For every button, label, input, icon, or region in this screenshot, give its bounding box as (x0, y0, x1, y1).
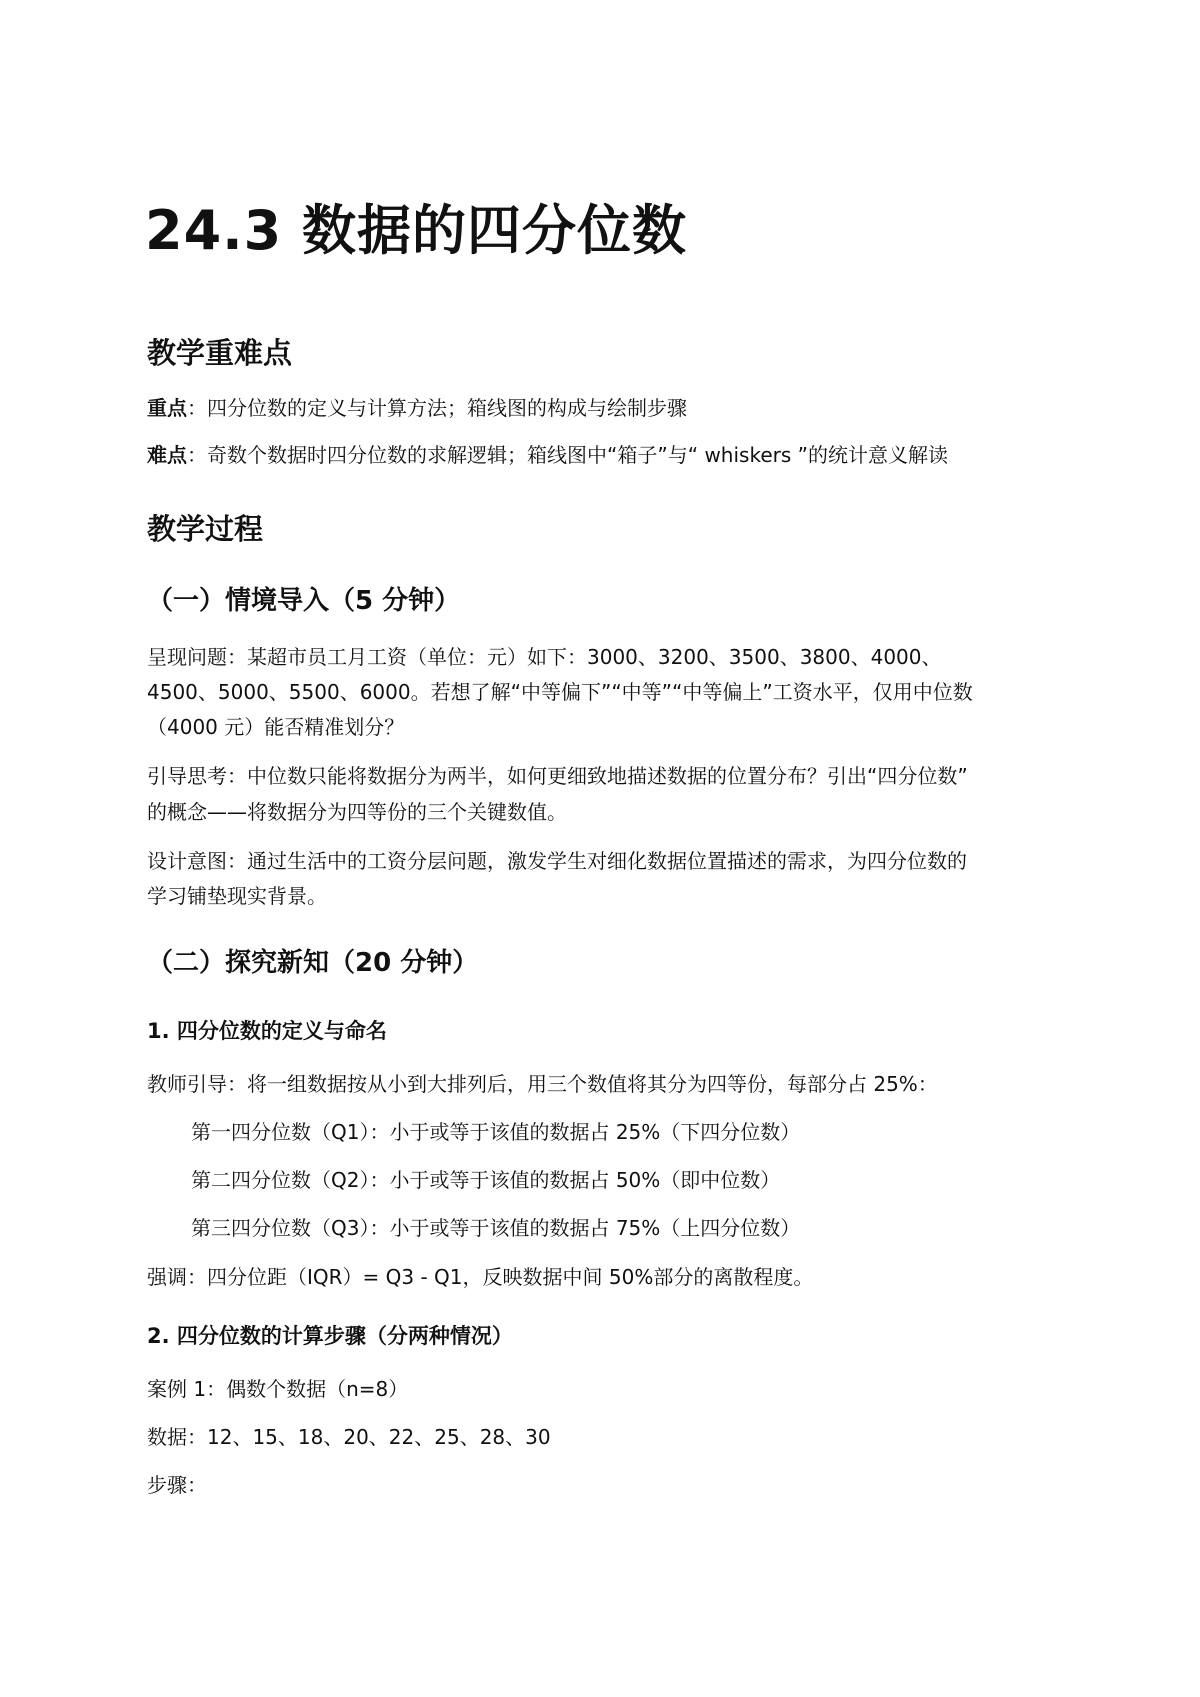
paragraph-line: （4000 元）能否精准划分？ (147, 715, 405, 739)
section-heading-process: 教学过程 (147, 512, 264, 546)
paragraph-line: 案例 1：偶数个数据（n=8） (147, 1377, 409, 1401)
paragraph-line: 引导思考：中位数只能将数据分为两半，如何更细致地描述数据的位置分布？引出“四分位数” (147, 764, 968, 788)
paragraph-line: 4500、5000、5500、6000。若想了解“中等偏下”“中等”“中等偏上”工资水平，仅用中位数 (147, 680, 973, 704)
sub-subsection-heading-calculation: 2. 四分位数的计算步骤（分两种情况） (147, 1324, 513, 1348)
paragraph-line: 教师引导：将一组数据按从小到大排列后，用三个数值将其分为四等份，每部分占 25%： (147, 1072, 938, 1096)
paragraph-line: 设计意图：通过生活中的工资分层问题，激发学生对细化数据位置描述的需求，为四分位数的 (147, 849, 967, 873)
paragraph-line: 的概念——将数据分为四等份的三个关键数值。 (147, 800, 567, 824)
sub-subsection-heading-definition: 1. 四分位数的定义与命名 (147, 1019, 387, 1043)
difficulty-line (147, 440, 948, 470)
list-item: 第三四分位数（Q3）：小于或等于该值的数据占 75%（上四分位数） (191, 1216, 801, 1240)
difficulty-label: 难点 (147, 443, 187, 467)
difficulty-text: ：奇数个数据时四分位数的求解逻辑；箱线图中“箱子”与“ whiskers ”的统计意义解读 (187, 443, 948, 467)
list-item: 第一四分位数（Q1）：小于或等于该值的数据占 25%（下四分位数） (191, 1120, 801, 1144)
focus-line (147, 393, 687, 423)
paragraph-line: 学习铺垫现实背景。 (147, 884, 327, 908)
paragraph-line: 数据：12、15、18、20、22、25、28、30 (147, 1425, 551, 1449)
page-title: 24.3 数据的四分位数 (145, 199, 688, 262)
paragraph-line: 强调：四分位距（IQR）= Q3 - Q1，反映数据中间 50%部分的离散程度。 (147, 1265, 814, 1289)
subsection-heading-intro: （一）情境导入（5 分钟） (147, 586, 461, 616)
focus-text: ：四分位数的定义与计算方法；箱线图的构成与绘制步骤 (187, 396, 687, 420)
paragraph-line: 步骤： (147, 1473, 207, 1497)
focus-label: 重点 (147, 396, 187, 420)
section-heading-key-points: 教学重难点 (147, 336, 293, 370)
list-item: 第二四分位数（Q2）：小于或等于该值的数据占 50%（即中位数） (191, 1168, 781, 1192)
subsection-heading-explore: （二）探究新知（20 分钟） (147, 948, 479, 978)
paragraph-line: 呈现问题：某超市员工月工资（单位：元）如下：3000、3200、3500、3800、4000、 (147, 645, 942, 669)
